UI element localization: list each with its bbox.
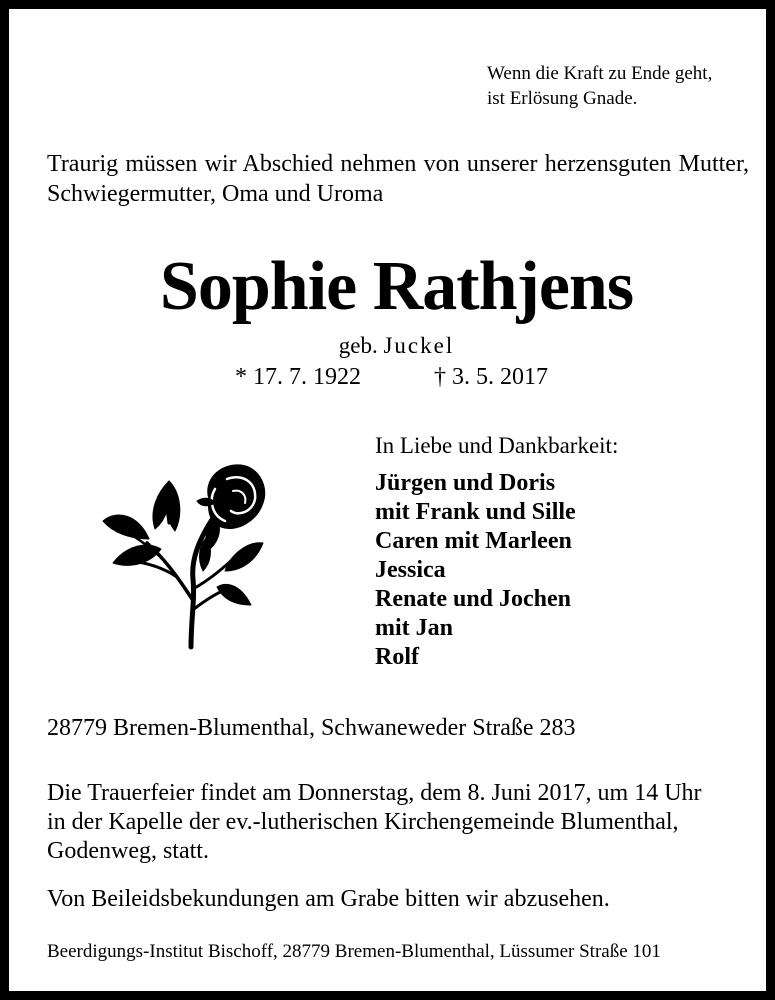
mourners-list	[375, 469, 576, 672]
maiden-name: Juckel	[383, 333, 455, 358]
epigraph-line-2: ist Erlösung Gnade.	[487, 88, 638, 109]
mourner-item: Rolf	[375, 644, 419, 670]
thanks-line: In Liebe und Dankbarkeit:	[375, 433, 619, 458]
maiden-name-line	[9, 331, 775, 361]
nee-prefix: geb.	[338, 333, 378, 358]
service-line-3: Godenweg, statt.	[47, 838, 209, 864]
rose-icon	[99, 459, 269, 651]
service-line-2: in der Kapelle der ev.-lutherischen Kirchengemeinde Blumenthal,	[47, 809, 679, 835]
mourner-item: Jessica	[375, 557, 446, 583]
service-line-1: Die Trauerfeier findet am Donnerstag, dem 8. Juni 2017, um 14 Uhr	[47, 780, 702, 806]
mourner-item: Renate und Jochen	[375, 586, 572, 612]
epigraph-line-1: Wenn die Kraft zu Ende geht,	[487, 63, 713, 84]
mourner-item: Caren mit Marleen	[375, 528, 572, 554]
intro-text: Traurig müssen wir Abschied nehmen von unserer herzensguten Mutter, Schwiegermutter, Oma und Uroma	[47, 151, 749, 207]
condolence-note: Von Beileidsbekundungen am Grabe bitten wir abzusehen.	[47, 886, 610, 912]
birth-date: * 17. 7. 1922	[235, 364, 361, 390]
mourner-item: mit Frank und Sille	[375, 499, 576, 525]
mourner-item: mit Jan	[375, 615, 453, 641]
mourner-item: Jürgen und Doris	[375, 470, 556, 496]
funeral-service-info	[47, 779, 751, 866]
death-date: † 3. 5. 2017	[434, 364, 548, 390]
family-address: 28779 Bremen-Blumenthal, Schwaneweder Straße 283	[47, 715, 576, 741]
deceased-name: Sophie Rathjens	[159, 248, 634, 325]
undertaker-info: Beerdigungs-Institut Bischoff, 28779 Bremen-Blumenthal, Lüssumer Straße 101	[47, 941, 661, 962]
epigraph-quote	[487, 61, 712, 111]
